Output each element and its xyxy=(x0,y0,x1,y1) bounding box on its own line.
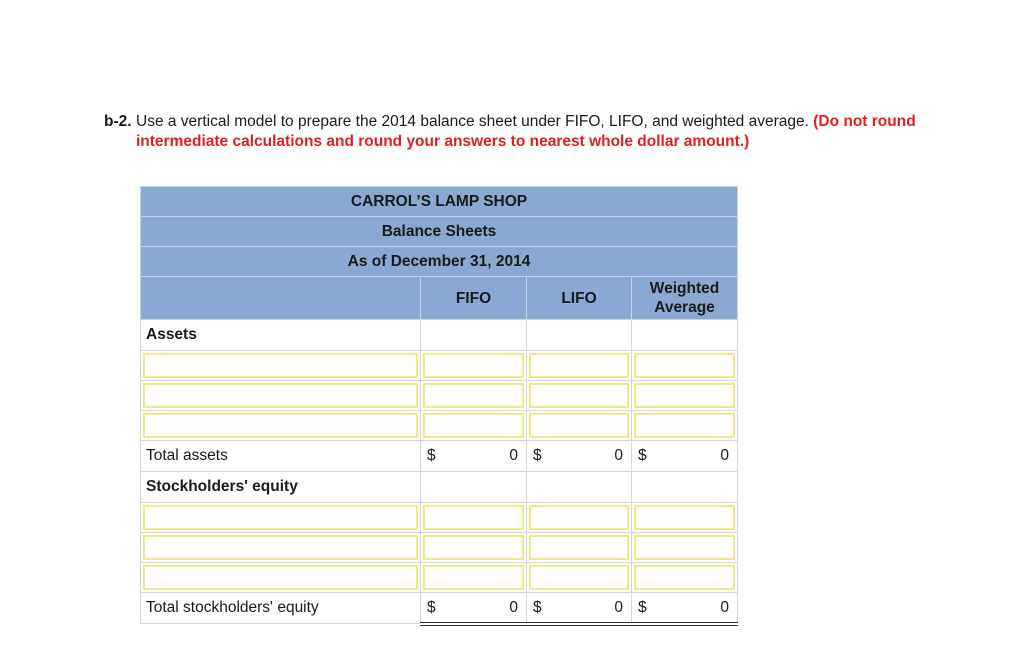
total-assets-fifo xyxy=(421,441,527,472)
asset-label-input[interactable] xyxy=(143,353,418,378)
equity-heading-cell xyxy=(527,472,632,503)
currency-symbol: $ xyxy=(638,599,647,616)
currency-symbol: $ xyxy=(427,599,436,616)
equity-lifo-input[interactable] xyxy=(529,505,629,530)
equity-weighted-input[interactable] xyxy=(634,505,735,530)
assets-heading-cell xyxy=(421,320,527,351)
total-equity-weighted xyxy=(632,593,738,624)
asset-weighted-input[interactable] xyxy=(634,413,735,438)
equity-fifo-input[interactable] xyxy=(423,535,524,560)
total-assets-label: Total assets xyxy=(141,441,421,472)
equity-weighted-input[interactable] xyxy=(634,565,735,590)
question-instruction: (Do not round intermediate calculations and round your answers to nearest whole dollar amount.) xyxy=(136,113,916,150)
total-equity-fifo xyxy=(421,593,527,624)
equity-weighted-input[interactable] xyxy=(634,535,735,560)
question-text-block xyxy=(136,112,936,152)
equity-lifo-input[interactable] xyxy=(529,535,629,560)
assets-heading-cell xyxy=(632,320,738,351)
column-header-lifo: LIFO xyxy=(527,277,632,320)
equity-fifo-input[interactable] xyxy=(423,505,524,530)
equity-label-input[interactable] xyxy=(143,565,418,590)
currency-symbol: $ xyxy=(427,447,436,464)
question-number: b-2. xyxy=(104,113,132,130)
equity-heading-cell xyxy=(421,472,527,503)
statement-date: As of December 31, 2014 xyxy=(141,247,738,277)
total-assets-lifo-value: 0 xyxy=(614,447,623,464)
asset-weighted-input[interactable] xyxy=(634,353,735,378)
asset-lifo-input[interactable] xyxy=(529,383,629,408)
total-assets-fifo-value: 0 xyxy=(509,447,518,464)
total-assets-weighted-value: 0 xyxy=(720,447,730,464)
asset-lifo-input[interactable] xyxy=(529,353,629,378)
column-header-weighted-average: Weighted Average xyxy=(632,277,738,320)
equity-fifo-input[interactable] xyxy=(423,565,524,590)
currency-symbol: $ xyxy=(638,447,647,464)
equity-heading-cell xyxy=(632,472,738,503)
equity-label-input[interactable] xyxy=(143,535,418,560)
asset-label-input[interactable] xyxy=(143,383,418,408)
total-assets-lifo xyxy=(527,441,632,472)
asset-label-input[interactable] xyxy=(143,413,418,438)
company-name: CARROL’S LAMP SHOP xyxy=(141,187,738,217)
total-assets-weighted xyxy=(632,441,738,472)
asset-fifo-input[interactable] xyxy=(423,413,524,438)
asset-fifo-input[interactable] xyxy=(423,353,524,378)
currency-symbol: $ xyxy=(533,447,542,464)
total-equity-lifo xyxy=(527,593,632,624)
total-equity-label: Total stockholders' equity xyxy=(141,593,421,624)
total-equity-weighted-value: 0 xyxy=(720,599,730,616)
equity-heading: Stockholders' equity xyxy=(141,472,421,503)
assets-heading: Assets xyxy=(141,320,421,351)
total-equity-fifo-value: 0 xyxy=(509,599,518,616)
asset-lifo-input[interactable] xyxy=(529,413,629,438)
question-text: Use a vertical model to prepare the 2014 balance sheet under FIFO, LIFO, and weighted average. xyxy=(136,113,809,130)
balance-sheet-table xyxy=(140,186,738,626)
column-header-fifo: FIFO xyxy=(421,277,527,320)
equity-label-input[interactable] xyxy=(143,505,418,530)
asset-fifo-input[interactable] xyxy=(423,383,524,408)
asset-weighted-input[interactable] xyxy=(634,383,735,408)
currency-symbol: $ xyxy=(533,599,542,616)
column-header-blank xyxy=(141,277,421,320)
statement-title: Balance Sheets xyxy=(141,217,738,247)
assets-heading-cell xyxy=(527,320,632,351)
total-equity-lifo-value: 0 xyxy=(614,599,623,616)
equity-lifo-input[interactable] xyxy=(529,565,629,590)
